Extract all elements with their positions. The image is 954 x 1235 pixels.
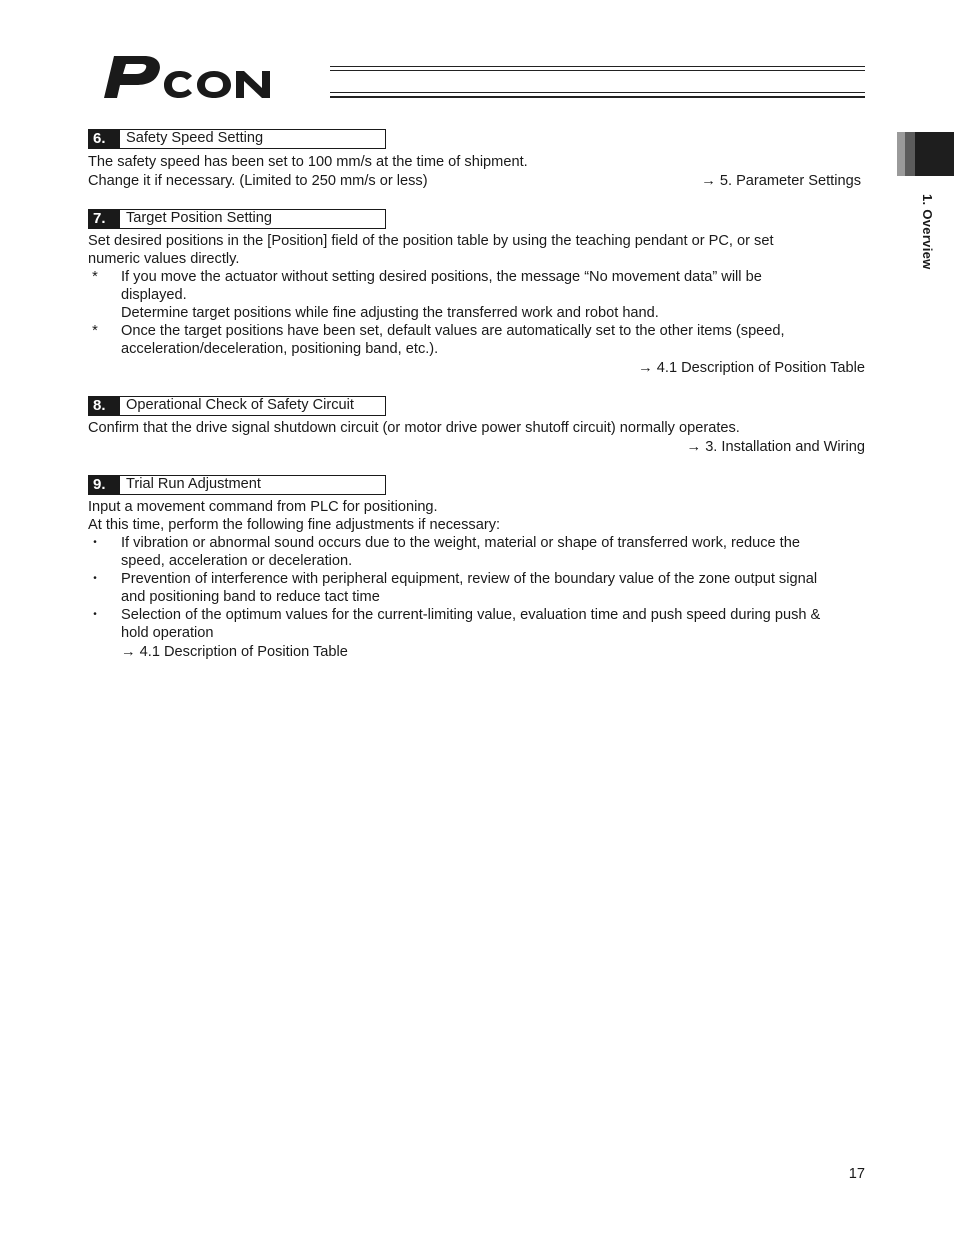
section-9-header bbox=[88, 475, 386, 495]
note-line: Determine target positions while fine adjusting the transferred work and robot hand. bbox=[121, 305, 659, 321]
section-title: Safety Speed Setting bbox=[126, 130, 264, 146]
note-line: acceleration/deceleration, positioning band, etc.). bbox=[121, 341, 439, 357]
cross-reference-link[interactable]: → 5. Parameter Settings bbox=[701, 173, 861, 189]
cross-reference-link[interactable]: → 3. Installation and Wiring bbox=[686, 439, 865, 455]
bullet-line: Prevention of interference with peripheral equipment, review of the boundary value of the zone output signal bbox=[121, 571, 818, 587]
section-number: 6. bbox=[89, 130, 120, 148]
cross-reference-link[interactable]: → 4.1 Description of Position Table bbox=[121, 644, 348, 660]
note-asterisk: * bbox=[92, 269, 98, 285]
paragraph-line: Input a movement command from PLC for positioning. bbox=[88, 499, 438, 515]
bullet-line: Selection of the optimum values for the current-limiting value, evaluation time and push speed during push & bbox=[121, 607, 821, 623]
section-title: Target Position Setting bbox=[126, 210, 273, 226]
paragraph-line: The safety speed has been set to 100 mm/s at the time of shipment. bbox=[88, 154, 528, 170]
section-8-header bbox=[88, 396, 386, 416]
paragraph-line: Set desired positions in the [Position] field of the position table by using the teaching pendant or PC, or set bbox=[88, 233, 774, 249]
section-number: 8. bbox=[89, 397, 120, 415]
note-line: Once the target positions have been set, default values are automatically set to the other items (speed, bbox=[121, 323, 785, 339]
bullet-line: speed, acceleration or deceleration. bbox=[121, 553, 353, 569]
section-title: Operational Check of Safety Circuit bbox=[126, 397, 354, 413]
bullet-marker: • bbox=[93, 537, 97, 548]
pcon-logo bbox=[96, 52, 336, 102]
section-6-header bbox=[88, 129, 386, 149]
cross-reference-link[interactable]: → 4.1 Description of Position Table bbox=[638, 360, 865, 376]
note-line: If you move the actuator without setting desired positions, the message “No movement data” will be bbox=[121, 269, 762, 285]
section-number: 9. bbox=[89, 476, 120, 494]
bullet-line: and positioning band to reduce tact time bbox=[121, 589, 380, 605]
note-line: displayed. bbox=[121, 287, 187, 303]
header-rule-lines bbox=[330, 66, 865, 99]
section-number: 7. bbox=[89, 210, 120, 228]
chapter-tab bbox=[897, 132, 954, 176]
paragraph-line: Change it if necessary. (Limited to 250 mm/s or less) bbox=[88, 173, 428, 189]
bullet-line: If vibration or abnormal sound occurs due to the weight, material or shape of transferred work, reduce the bbox=[121, 535, 800, 551]
page-number: 17 bbox=[848, 1166, 865, 1182]
bullet-line: hold operation bbox=[121, 625, 214, 641]
bullet-marker: • bbox=[93, 573, 97, 584]
chapter-tab-label: 1. Overview bbox=[920, 194, 935, 270]
note-asterisk: * bbox=[92, 323, 98, 339]
pcon-logo-graphic bbox=[96, 52, 336, 102]
paragraph-line: At this time, perform the following fine adjustments if necessary: bbox=[88, 517, 501, 533]
section-7-header bbox=[88, 209, 386, 229]
bullet-marker: • bbox=[93, 609, 97, 620]
section-title: Trial Run Adjustment bbox=[126, 476, 261, 492]
paragraph-line: numeric values directly. bbox=[88, 251, 240, 267]
paragraph-line: Confirm that the drive signal shutdown circuit (or motor drive power shutoff circuit) normally operates. bbox=[88, 420, 740, 436]
